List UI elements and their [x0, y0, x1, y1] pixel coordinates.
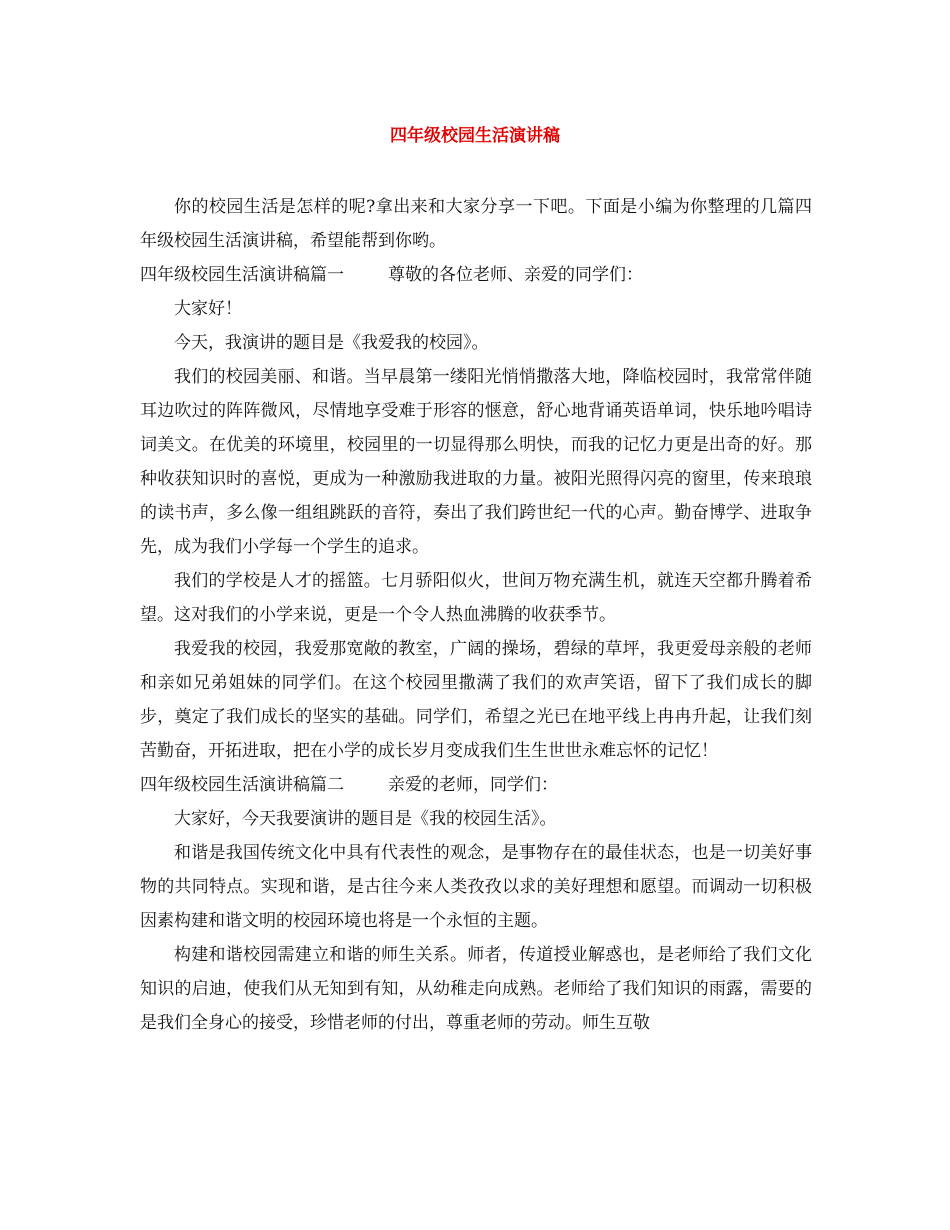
paragraph: 我们的学校是人才的摇篮。七月骄阳似火，世间万物充满生机，就连天空都升腾着希望。这对我们的小学来说，更是一个令人热血沸腾的收获季节。	[140, 571, 812, 625]
paragraph: 我们的校园美丽、和谐。当早晨第一缕阳光悄悄撒落大地，降临校园时，我常常伴随耳边吹过的阵阵微风，尽情地享受难于形容的惬意，舒心地背诵英语单词，快乐地吟唱诗词美文。在优美的环境里，校园里的一切显得那么明快，而我的记忆力更是出奇的好。那种收获知识时的喜悦，更成为一种激励我进取的力量。被阳光照得闪亮的窗里，传来琅琅的读书声，多么像一组组跳跃的音符，奏出了我们跨世纪一代的心声。勤奋博学、进取争先，成为我们小学每一个学生的追求。	[140, 367, 812, 557]
paragraph: 我爱我的校园，我爱那宽敞的教室，广阔的操场，碧绿的草坪，我更爱母亲般的老师和亲如兄弟姐妹的同学们。在这个校园里撒满了我们的欢声笑语，留下了我们成长的脚步，奠定了我们成长的坚实的基础。同学们，希望之光已在地平线上冉冉升起，让我们刻苦勤奋，开拓进取，把在小学的成长岁月变成我们生生世世永难忘怀的记忆！	[140, 639, 812, 761]
section-heading	[140, 768, 812, 802]
section-heading	[140, 258, 812, 292]
document-body	[140, 190, 812, 1040]
paragraph: 今天，我演讲的题目是《我爱我的校园》。	[174, 333, 489, 353]
paragraph: 你的校园生活是怎样的呢?拿出来和大家分享一下吧。下面是小编为你整理的几篇四年级校园生活演讲稿，希望能帮到你哟。	[140, 197, 812, 251]
paragraph: 构建和谐校园需建立和谐的师生关系。师者，传道授业解惑也，是老师给了我们文化知识的启迪，使我们从无知到有知，从幼稚走向成熟。老师给了我们知识的雨露，需要的是我们全身心的接受，珍惜老师的付出，尊重老师的劳动。师生互敬	[140, 945, 812, 1033]
section-label: 四年级校园生活演讲稿篇一	[140, 265, 344, 285]
paragraph: 大家好，今天我要演讲的题目是《我的校园生活》。	[174, 809, 557, 829]
section-label: 四年级校园生活演讲稿篇二	[140, 775, 344, 795]
salutation: 尊敬的各位老师、亲爱的同学们：	[388, 265, 643, 285]
salutation: 亲爱的老师，同学们：	[388, 775, 558, 795]
paragraph: 和谐是我国传统文化中具有代表性的观念，是事物存在的最佳状态，也是一切美好事物的共同特点。实现和谐，是古往今来人类孜孜以求的美好理想和愿望。而调动一切积极因素构建和谐文明的校园环境也将是一个永恒的主题。	[140, 843, 812, 931]
document-title: 四年级校园生活演讲稿	[390, 126, 560, 146]
paragraph: 大家好！	[174, 299, 242, 319]
